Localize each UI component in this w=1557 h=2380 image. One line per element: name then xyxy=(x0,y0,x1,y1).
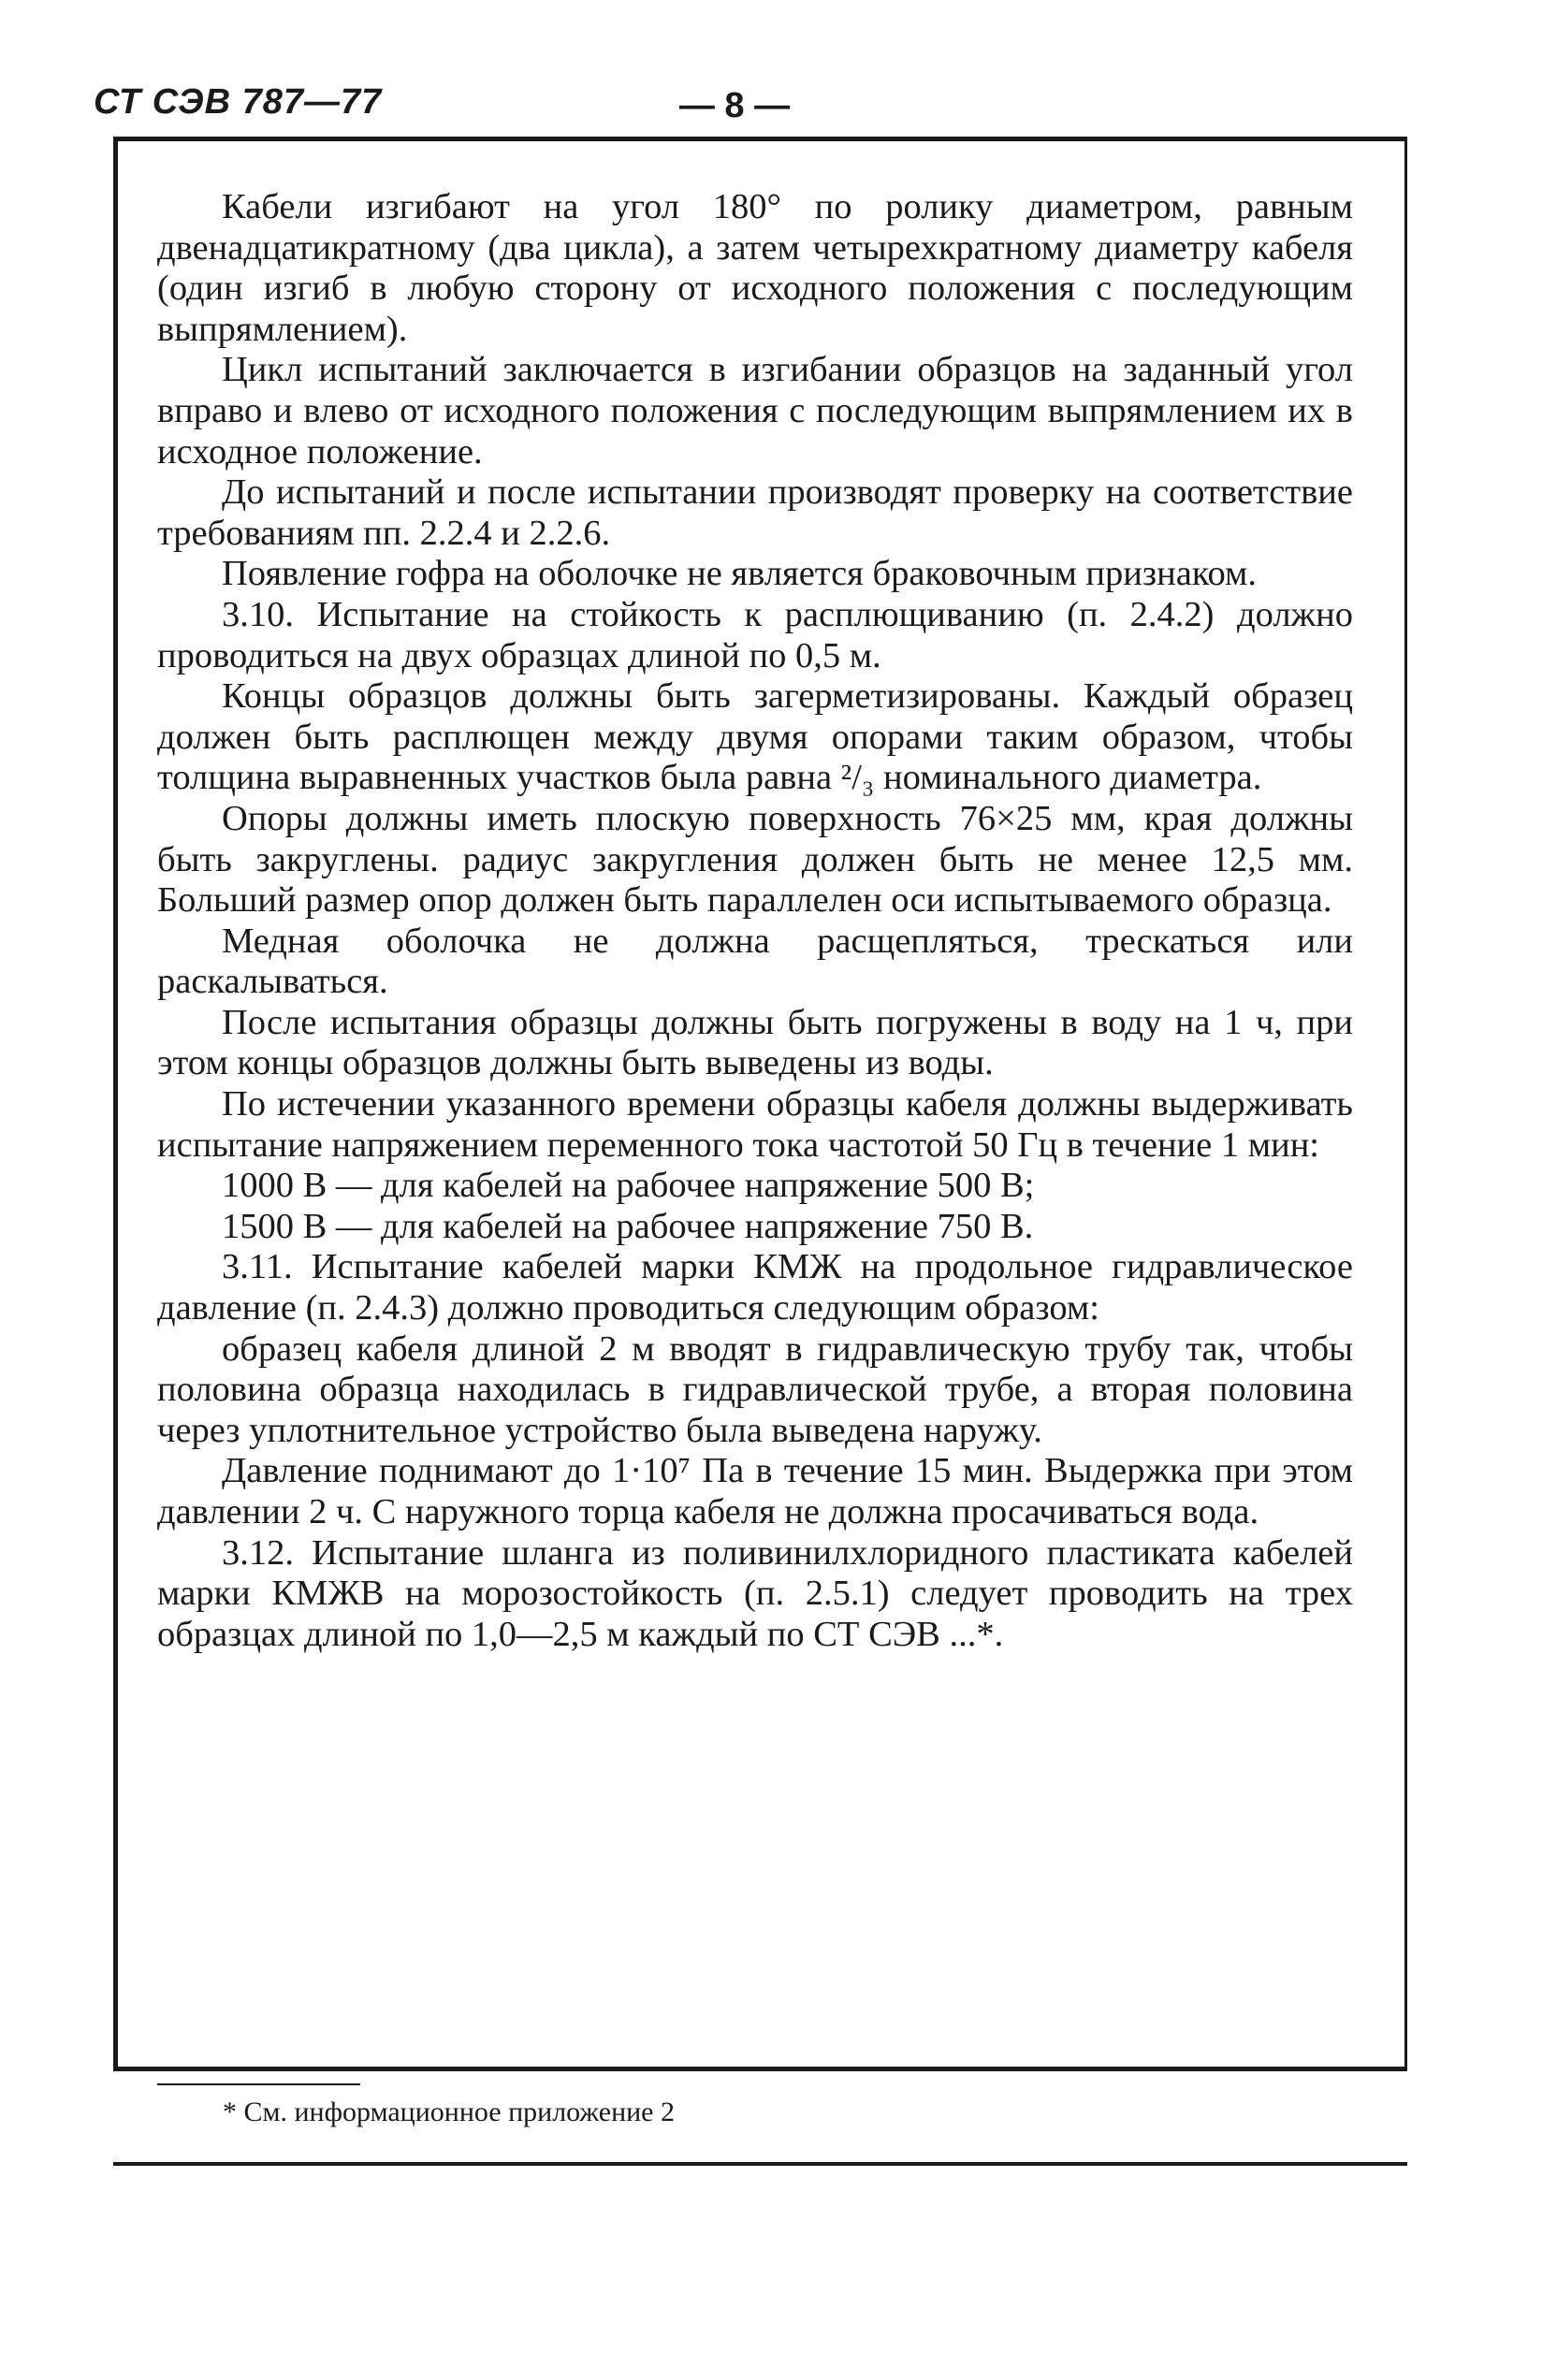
paragraph-corrugation: Появление гофра на оболочке не является браковочным признаком. xyxy=(222,554,1258,594)
paragraph-inspection: До испытаний и после испытании производят проверку на соответствие требованиям пп. 2.2.4 и 2.2.6. xyxy=(157,472,1353,553)
paragraph-copper-sheath: Медная оболочка не должна расщепляться, трескаться или раскалываться. xyxy=(157,921,1353,1002)
bottom-rule xyxy=(113,2162,1407,2166)
paragraph-3-11: 3.11. Испытание кабелей марки КМЖ на продольное гидравлическое давление (п. 2.4.3) должно проводиться следующим образом: xyxy=(157,1247,1353,1328)
paragraph-test-cycle: Цикл испытаний заключается в изгибании образцов на заданный угол вправо и влево от исходного положения с последующим выпрямлением их в исходное положение. xyxy=(157,350,1353,472)
footnote-rule xyxy=(157,2083,360,2085)
document-code: СТ СЭВ 787—77 xyxy=(94,82,383,122)
footnote: * См. информационное приложение 2 xyxy=(223,2097,675,2127)
paragraph-hydraulic-pipe: образец кабеля длиной 2 м вводят в гидравлическую трубу так, чтобы половина образца находилась в гидравлической трубе, а вторая половина через уплотнительное устройство была выведена наружу. xyxy=(157,1328,1353,1450)
paragraph-bending: Кабели изгибают на угол 180° по ролику диаметром, равным двенадцатикратному (два цикла), а затем четырехкратному диаметру кабеля (один изгиб в любую сторону от исходного положения с последующим выпрямлением). xyxy=(157,187,1353,349)
page-number: — 8 — xyxy=(678,86,791,125)
paragraph-sealed-ends: Концы образцов должны быть загерметизированы. Каждый образец должен быть расплющен между двумя опорами таким образом, чтобы толщина выравненных участков была равна ²/₃ номинального диаметра. xyxy=(157,676,1353,798)
paragraph-voltage-500: 1000 В — для кабелей на рабочее напряжение 500 В; xyxy=(222,1166,1035,1206)
paragraph-3-10: 3.10. Испытание на стойкость к расплющиванию (п. 2.4.2) должно проводиться на двух образцах длиной по 0,5 м. xyxy=(157,594,1353,675)
paragraph-3-12: 3.12. Испытание шланга из поливинилхлоридного пластиката кабелей марки КМЖВ на морозостойкость (п. 2.5.1) следует проводить на трех образцах длиной по 1,0—2,5 м каждый по СТ СЭВ ...*. xyxy=(157,1532,1353,1654)
paragraph-voltage-750: 1500 В — для кабелей на рабочее напряжение 750 В. xyxy=(222,1206,1034,1246)
paragraph-pressure: Давление поднимают до 1·10⁷ Па в течение 15 мин. Выдержка при этом давлении 2 ч. С наружного торца кабеля не должна просачиваться вода. xyxy=(157,1451,1353,1531)
body-text xyxy=(157,187,1353,1655)
paragraph-voltage-test: По истечении указанного времени образцы кабеля должны выдерживать испытание напряжением переменного тока частотой 50 Гц в течение 1 мин: xyxy=(157,1084,1353,1165)
paragraph-supports: Опоры должны иметь плоскую поверхность 76×25 мм, края должны быть закруглены. радиус закругления должен быть не менее 12,5 мм. Больший размер опор должен быть параллелен оси испытываемого образца. xyxy=(157,798,1353,921)
paragraph-immersion: После испытания образцы должны быть погружены в воду на 1 ч, при этом концы образцов должны быть выведены из воды. xyxy=(157,1002,1353,1083)
